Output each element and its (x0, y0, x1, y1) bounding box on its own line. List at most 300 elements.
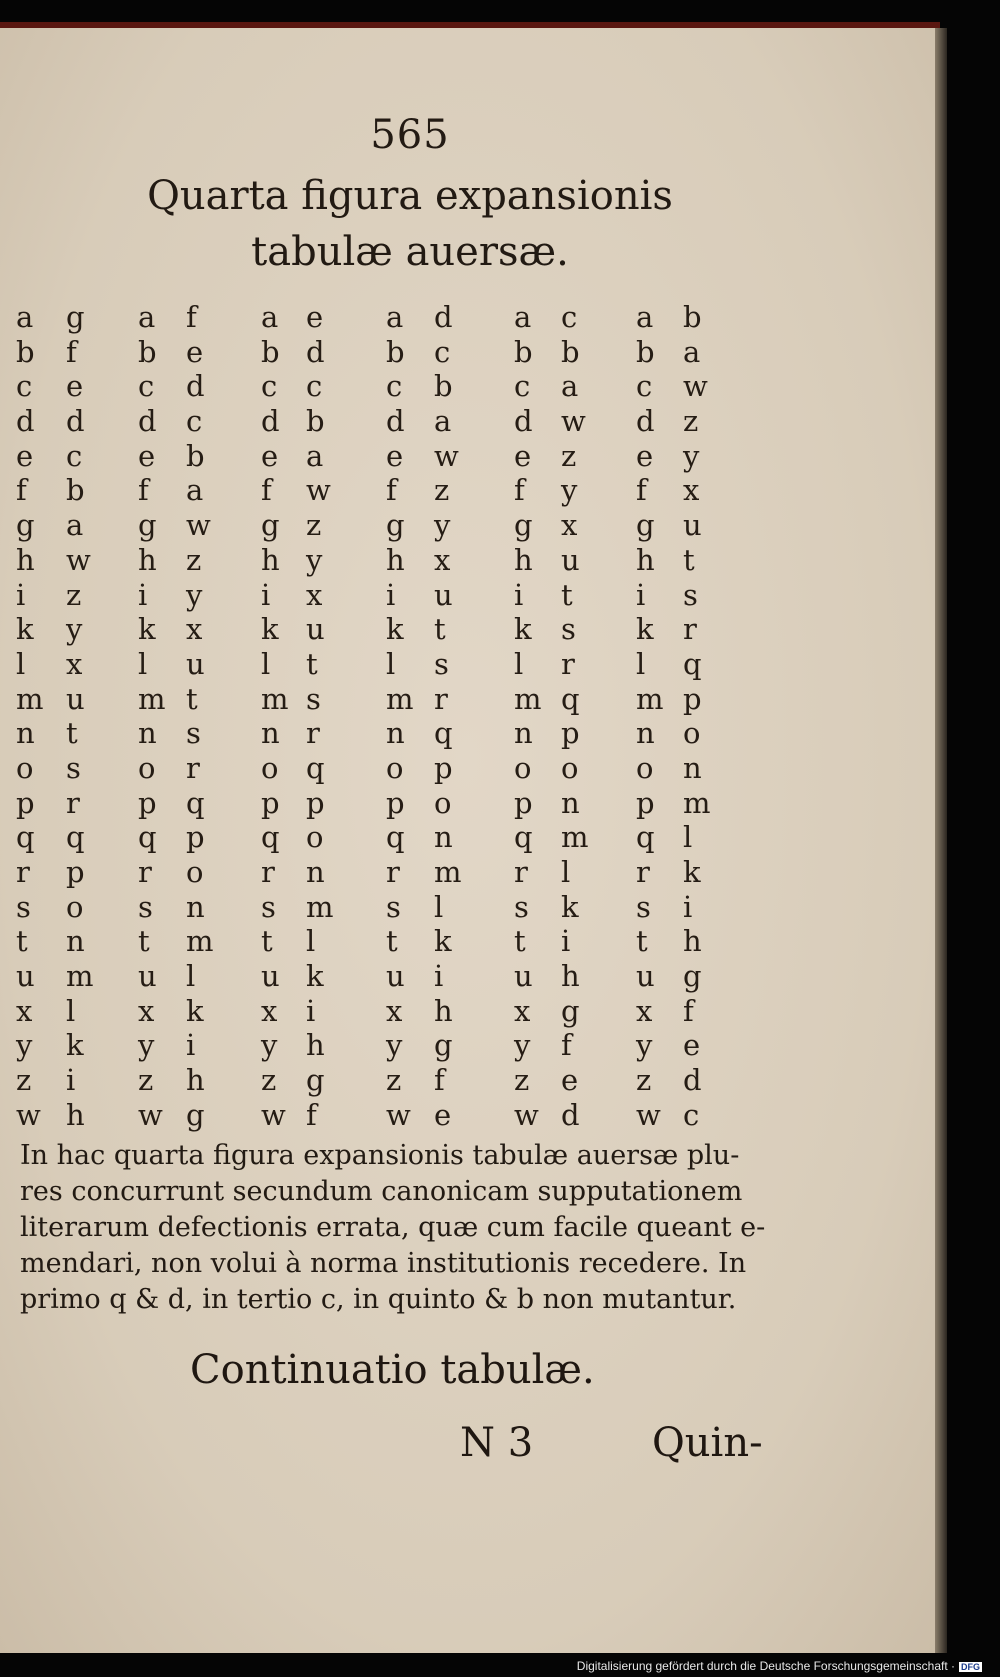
table-cell: w (186, 508, 211, 543)
table-cell: y (434, 508, 451, 543)
table-cell: u (138, 959, 157, 994)
table-cell: x (261, 993, 278, 1028)
table-cell: d (561, 1097, 580, 1132)
table-cell: d (16, 404, 35, 439)
table-cell: k (16, 612, 34, 647)
table-cell: h (16, 542, 35, 577)
table-cell: c (261, 369, 278, 404)
table-cell: a (561, 369, 579, 404)
table-cell: c (386, 369, 403, 404)
table-cell: d (434, 300, 453, 334)
table-cell: a (636, 300, 654, 334)
table-cell: o (561, 750, 579, 785)
table-cell: a (683, 334, 701, 369)
table-cell: q (306, 750, 325, 785)
table-cell: o (138, 750, 156, 785)
table-cell: c (636, 369, 653, 404)
table-cell: i (386, 577, 396, 612)
table-cell: m (16, 681, 44, 716)
table-cell: f (66, 334, 77, 369)
table-cell: r (66, 785, 80, 820)
table-cell: e (306, 300, 324, 334)
table-cell: w (386, 1097, 411, 1132)
table-cell: e (138, 438, 156, 473)
table-cell: i (306, 993, 316, 1028)
table-cell: r (434, 681, 448, 716)
table-cell: n (16, 716, 35, 751)
table-cell: z (306, 508, 322, 543)
catchword: Quin- (652, 1420, 763, 1466)
table-cell: t (683, 542, 695, 577)
table-cell: r (683, 612, 697, 647)
table-cell: h (683, 924, 702, 959)
table-cell: k (514, 612, 532, 647)
table-cell: u (514, 959, 533, 994)
table-cell: o (514, 750, 532, 785)
table-cell: y (138, 1028, 155, 1063)
table-cell: m (138, 681, 166, 716)
table-cell: h (306, 1028, 325, 1063)
table-cell: l (636, 646, 646, 681)
table-cell: f (186, 300, 197, 334)
table-cell: o (434, 785, 452, 820)
table-cell: r (561, 646, 575, 681)
table-cell: o (683, 716, 701, 751)
table-cell: y (386, 1028, 403, 1063)
table-cell: b (66, 473, 85, 508)
table-cell: d (138, 404, 157, 439)
table-cell: c (138, 369, 155, 404)
table-cell: x (306, 577, 323, 612)
table-cell: q (138, 820, 157, 855)
table-cell: m (186, 924, 214, 959)
table-cell: u (386, 959, 405, 994)
table-cell: d (306, 334, 325, 369)
table-cell: q (683, 646, 702, 681)
table-cell: x (514, 993, 531, 1028)
table-cell: s (138, 889, 153, 924)
table-cell: z (514, 1063, 530, 1098)
table-cell: n (683, 750, 702, 785)
table-cell: u (636, 959, 655, 994)
table-cell: p (386, 785, 405, 820)
table-cell: e (16, 438, 34, 473)
table-cell: z (636, 1063, 652, 1098)
table-cell: q (66, 820, 85, 855)
table-cell: i (434, 959, 444, 994)
table-cell: n (636, 716, 655, 751)
table-cell: x (186, 612, 203, 647)
table-column (16, 300, 56, 1133)
table-cell: c (683, 1097, 700, 1132)
signature-mark: N 3 (460, 1420, 534, 1466)
table-cell: e (434, 1097, 452, 1132)
table-cell: s (683, 577, 698, 612)
table-cell: w (636, 1097, 661, 1132)
table-cell: a (386, 300, 404, 334)
table-cell: k (561, 889, 579, 924)
table-cell: x (636, 993, 653, 1028)
table-cell: i (683, 889, 693, 924)
table-cell: y (186, 577, 203, 612)
table-cell: f (683, 993, 694, 1028)
table-cell: k (434, 924, 452, 959)
table-cell: r (514, 855, 528, 889)
table-cell: c (514, 369, 531, 404)
table-cell: w (261, 1097, 286, 1132)
table-cell: h (561, 959, 580, 994)
table-cell: p (561, 716, 580, 751)
digitization-credit (577, 1659, 982, 1673)
table-cell: b (138, 334, 157, 369)
table-cell: r (16, 855, 30, 889)
table-cell: e (386, 438, 404, 473)
page-title: Quarta figura expansionis tabulæ auersæ. (147, 173, 673, 275)
table-cell: a (261, 300, 279, 334)
page-number: 565 (370, 112, 450, 158)
table-cell: s (261, 889, 276, 924)
table-column (514, 300, 554, 1133)
table-cell: n (306, 855, 325, 889)
table-cell: t (434, 612, 446, 647)
table-cell: u (683, 508, 702, 543)
table-cell: a (138, 300, 156, 334)
table-cell: t (261, 924, 273, 959)
table-cell: q (514, 820, 533, 855)
table-cell: c (66, 438, 83, 473)
table-cell: a (16, 300, 34, 334)
table-cell: k (636, 612, 654, 647)
table-column (66, 300, 106, 1133)
table-cell: b (186, 438, 205, 473)
table-cell: q (16, 820, 35, 855)
table-column (561, 300, 601, 1133)
table-cell: s (434, 646, 449, 681)
table-column (138, 300, 178, 1133)
table-cell: n (186, 889, 205, 924)
table-cell: l (386, 646, 396, 681)
table-cell: s (16, 889, 31, 924)
table-cell: g (306, 1063, 325, 1098)
table-cell: w (66, 542, 91, 577)
table-cell: l (16, 646, 26, 681)
table-cell: y (514, 1028, 531, 1063)
table-cell: y (636, 1028, 653, 1063)
table-cell: d (386, 404, 405, 439)
table-cell: s (561, 612, 576, 647)
table-cell: z (138, 1063, 154, 1098)
table-cell: u (66, 681, 85, 716)
table-cell: n (514, 716, 533, 751)
table-cell: w (306, 473, 331, 508)
table-cell: e (186, 334, 204, 369)
table-cell: m (386, 681, 414, 716)
table-cell: s (514, 889, 529, 924)
table-cell: h (386, 542, 405, 577)
table-cell: p (66, 855, 85, 889)
table-cell: k (186, 993, 204, 1028)
table-cell: g (683, 959, 702, 994)
table-cell: l (261, 646, 271, 681)
table-cell: i (138, 577, 148, 612)
table-cell: h (138, 542, 157, 577)
table-cell: u (186, 646, 205, 681)
table-cell: i (186, 1028, 196, 1063)
table-cell: w (683, 369, 708, 404)
table-cell: t (186, 681, 198, 716)
table-cell: i (16, 577, 26, 612)
table-cell: b (561, 334, 580, 369)
table-cell: x (434, 542, 451, 577)
table-cell: q (561, 681, 580, 716)
table-cell: p (636, 785, 655, 820)
table-cell: w (16, 1097, 41, 1132)
table-cell: h (261, 542, 280, 577)
table-cell: b (683, 300, 702, 334)
table-cell: r (138, 855, 152, 889)
table-cell: p (261, 785, 280, 820)
table-cell: n (261, 716, 280, 751)
table-cell: z (434, 473, 450, 508)
table-cell: h (636, 542, 655, 577)
table-cell: r (186, 750, 200, 785)
table-cell: f (514, 473, 525, 508)
table-cell: w (434, 438, 459, 473)
table-cell: w (138, 1097, 163, 1132)
table-cell: y (16, 1028, 33, 1063)
table-cell: m (434, 855, 462, 889)
table-cell: l (561, 855, 571, 889)
table-column (386, 300, 426, 1133)
table-cell: z (261, 1063, 277, 1098)
table-cell: q (186, 785, 205, 820)
table-cell: p (683, 681, 702, 716)
table-cell: b (514, 334, 533, 369)
table-cell: p (138, 785, 157, 820)
table-cell: g (561, 993, 580, 1028)
table-cell: r (386, 855, 400, 889)
table-cell: u (561, 542, 580, 577)
table-cell: f (434, 1063, 445, 1098)
table-cell: o (261, 750, 279, 785)
table-cell: d (683, 1063, 702, 1098)
table-cell: f (636, 473, 647, 508)
table-cell: x (561, 508, 578, 543)
table-cell: a (186, 473, 204, 508)
table-cell: p (306, 785, 325, 820)
table-cell: b (636, 334, 655, 369)
table-cell: z (66, 577, 82, 612)
table-cell: y (66, 612, 83, 647)
table-cell: z (683, 404, 699, 439)
table-cell: f (386, 473, 397, 508)
table-cell: n (138, 716, 157, 751)
table-cell: o (386, 750, 404, 785)
table-cell: s (186, 716, 201, 751)
table-cell: s (386, 889, 401, 924)
table-cell: b (261, 334, 280, 369)
table-cell: u (16, 959, 35, 994)
table-cell: p (186, 820, 205, 855)
expansion-table (16, 300, 776, 1132)
table-cell: n (66, 924, 85, 959)
table-cell: f (306, 1097, 317, 1132)
table-cell: z (386, 1063, 402, 1098)
table-cell: k (138, 612, 156, 647)
table-cell: t (561, 577, 573, 612)
table-cell: g (514, 508, 533, 543)
table-cell: w (561, 404, 586, 439)
table-cell: g (636, 508, 655, 543)
table-cell: t (16, 924, 28, 959)
table-cell: n (386, 716, 405, 751)
table-cell: m (261, 681, 289, 716)
table-cell: k (261, 612, 279, 647)
table-cell: m (561, 820, 589, 855)
note-line: res concurrunt secundum canonicam supputationem (20, 1176, 743, 1207)
table-cell: o (306, 820, 324, 855)
table-cell: h (66, 1097, 85, 1132)
table-cell: l (434, 889, 444, 924)
table-cell: h (186, 1063, 205, 1098)
table-cell: t (636, 924, 648, 959)
table-cell: z (186, 542, 202, 577)
table-cell: l (514, 646, 524, 681)
table-cell: g (16, 508, 35, 543)
table-cell: b (16, 334, 35, 369)
dfg-logo: DFG (961, 1661, 980, 1672)
table-cell: h (434, 993, 453, 1028)
table-column (683, 300, 723, 1133)
table-cell: h (514, 542, 533, 577)
table-cell: d (261, 404, 280, 439)
table-cell: s (636, 889, 651, 924)
table-cell: t (138, 924, 150, 959)
table-cell: d (186, 369, 205, 404)
table-cell: s (306, 681, 321, 716)
table-cell: f (561, 1028, 572, 1063)
table-cell: m (66, 959, 94, 994)
table-cell: i (261, 577, 271, 612)
note-line: primo q & d, in tertio c, in quinto & b non mutantur. (20, 1284, 737, 1315)
table-cell: g (138, 508, 157, 543)
table-cell: z (16, 1063, 32, 1098)
table-cell: c (561, 300, 578, 334)
table-cell: y (561, 473, 578, 508)
table-cell: a (434, 404, 452, 439)
table-cell: i (66, 1063, 76, 1098)
table-cell: n (561, 785, 580, 820)
table-cell: g (186, 1097, 205, 1132)
table-cell: g (386, 508, 405, 543)
table-cell: r (261, 855, 275, 889)
table-cell: f (261, 473, 272, 508)
table-cell: s (66, 750, 81, 785)
table-cell: m (683, 785, 711, 820)
note-line: mendari, non volui à norma institutionis recedere. In (20, 1248, 747, 1279)
table-cell: p (514, 785, 533, 820)
table-cell: f (16, 473, 27, 508)
table-cell: e (683, 1028, 701, 1063)
table-cell: l (138, 646, 148, 681)
table-cell: d (66, 404, 85, 439)
table-cell: y (306, 542, 323, 577)
book-fore-edge (935, 28, 947, 1653)
table-cell: b (386, 334, 405, 369)
table-cell: a (66, 508, 84, 543)
table-cell: r (306, 716, 320, 751)
table-cell: q (636, 820, 655, 855)
table-cell: t (386, 924, 398, 959)
table-cell: e (66, 369, 84, 404)
table-cell: u (434, 577, 453, 612)
table-cell: x (16, 993, 33, 1028)
table-cell: e (636, 438, 654, 473)
table-cell: e (561, 1063, 579, 1098)
table-cell: l (306, 924, 316, 959)
table-cell: q (261, 820, 280, 855)
table-cell: u (306, 612, 325, 647)
table-cell: x (66, 646, 83, 681)
table-cell: x (138, 993, 155, 1028)
table-cell: c (434, 334, 451, 369)
table-cell: y (683, 438, 700, 473)
table-cell: k (306, 959, 324, 994)
table-cell: g (261, 508, 280, 543)
credit-text: Digitalisierung gefördert durch die Deutsche Forschungsgemeinschaft · (576, 1659, 955, 1673)
table-column (261, 300, 301, 1133)
table-cell: t (514, 924, 526, 959)
table-cell: q (434, 716, 453, 751)
table-cell: o (636, 750, 654, 785)
table-column (306, 300, 346, 1133)
table-cell: x (386, 993, 403, 1028)
table-cell: b (306, 404, 325, 439)
table-cell: d (636, 404, 655, 439)
table-cell: a (514, 300, 532, 334)
table-cell: a (306, 438, 324, 473)
note-line: literarum defectionis errata, quæ cum facile queant e- (20, 1212, 766, 1243)
table-cell: c (186, 404, 203, 439)
table-column (636, 300, 676, 1133)
table-cell: b (434, 369, 453, 404)
table-cell: p (16, 785, 35, 820)
table-cell: i (561, 924, 571, 959)
table-cell: w (514, 1097, 539, 1132)
table-cell: l (683, 820, 693, 855)
table-cell: e (514, 438, 532, 473)
table-cell: o (186, 855, 204, 889)
table-cell: m (636, 681, 664, 716)
table-cell: c (306, 369, 323, 404)
table-cell: i (514, 577, 524, 612)
table-cell: o (66, 889, 84, 924)
table-cell: k (683, 855, 701, 889)
table-cell: p (434, 750, 453, 785)
table-cell: k (386, 612, 404, 647)
table-cell: z (561, 438, 577, 473)
table-cell: l (186, 959, 196, 994)
table-cell: n (434, 820, 453, 855)
table-cell: g (66, 300, 85, 334)
table-cell: o (16, 750, 34, 785)
table-cell: l (66, 993, 76, 1028)
table-cell: u (261, 959, 280, 994)
table-cell: g (434, 1028, 453, 1063)
table-cell: r (636, 855, 650, 889)
table-cell: t (306, 646, 318, 681)
table-cell: x (683, 473, 700, 508)
